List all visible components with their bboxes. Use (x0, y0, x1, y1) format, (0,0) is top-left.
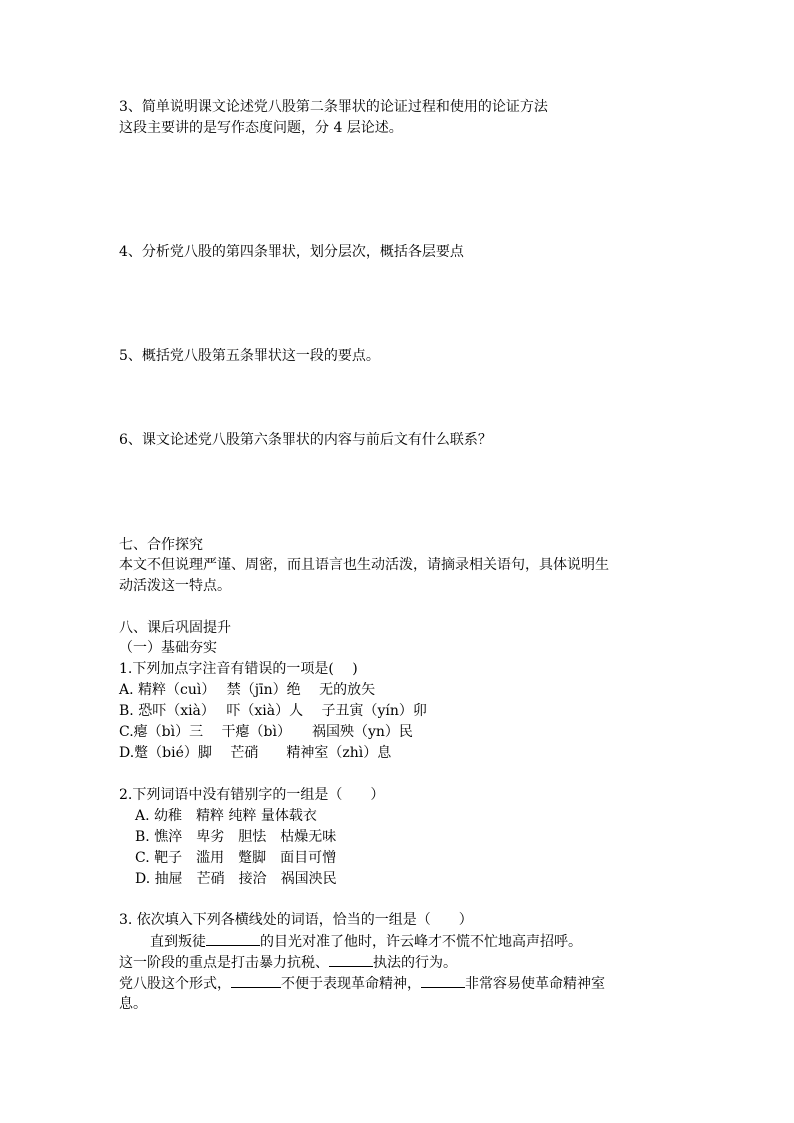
mc3-sentence-1 (150, 931, 582, 952)
mc1-option-d: D.蹩（bié）脚 芒硝 精神室（zhì）息 (119, 745, 392, 761)
section7-line2: 动活泼这一特点。 (119, 578, 231, 594)
mc1-option-c: C.瘪（bì）三 干瘪（bì） 祸国殃（yn）民 (119, 724, 413, 740)
mc1-option-a: A. 精粹（cuì） 禁（jīn）绝 无的放矢 (119, 682, 376, 698)
mc3-s3-part-c: 非常容易使革命精神室 (465, 976, 605, 992)
section7-line1: 本文不但说理严谨、周密，而且语言也生动活泼，请摘录相关语句，具体说明生 (119, 557, 609, 573)
mc3-s1-part-b: 的目光对准了他时，许云峰才不慌不忙地高声招呼。 (260, 934, 582, 950)
mc2-option-c: C. 靶子 滥用 蹩脚 面目可憎 (135, 850, 337, 866)
mc3-sentence-3 (119, 973, 605, 994)
mc2-option-a: A. 幼稚 精粹 纯粹 量体载衣 (135, 808, 317, 824)
mc3-s1-part-a: 直到叛徒 (150, 934, 206, 950)
mc3-s2-part-b: 执法的行为。 (373, 955, 457, 971)
q3-answer: 这段主要讲的是写作态度问题，分 4 层论述。 (119, 120, 403, 136)
mc1-option-b: B. 恐吓（xià） 吓（xià）人 子丑寅（yín）卯 (119, 703, 427, 719)
fill-blank-1[interactable] (206, 931, 260, 946)
fill-blank-4[interactable] (421, 973, 465, 988)
q5-title: 5、概括党八股第五条罪状这一段的要点。 (119, 348, 380, 364)
mc3-sentence-3-end: 息。 (119, 996, 147, 1012)
section8-heading: 八、课后巩固提升 (119, 620, 231, 636)
section8-sub: （一）基础夯实 (119, 640, 217, 656)
fill-blank-3[interactable] (231, 973, 281, 988)
mc3-s2-part-a: 这一阶段的重点是打击暴力抗税、 (119, 955, 329, 971)
mc1-stem: 1.下列加点字注音有错误的一项是( ) (119, 661, 358, 677)
mc3-s3-part-a: 党八股这个形式， (119, 976, 231, 992)
mc3-s3-part-b: 不便于表现革命精神， (281, 976, 421, 992)
mc2-option-d: D. 抽屉 芒硝 接洽 祸国泱民 (135, 871, 337, 887)
mc2-option-b: B. 憔淬 卑劣 胆怯 枯燥无味 (135, 829, 337, 845)
q3-title: 3、简单说明课文论述党八股第二条罪状的论证过程和使用的论证方法 (119, 99, 548, 115)
section7-heading: 七、合作探究 (119, 537, 203, 553)
mc3-stem: 3. 依次填入下列各横线处的词语，恰当的一组是（ ） (119, 912, 473, 928)
fill-blank-2[interactable] (329, 952, 373, 967)
mc2-stem: 2.下列词语中没有错别字的一组是（ ） (119, 787, 385, 803)
mc3-sentence-2 (119, 952, 457, 973)
q6-title: 6、课文论述党八股第六条罪状的内容与前后文有什么联系？ (119, 432, 492, 448)
q4-title: 4、分析党八股的第四条罪状，划分层次，概括各层要点 (119, 244, 464, 260)
